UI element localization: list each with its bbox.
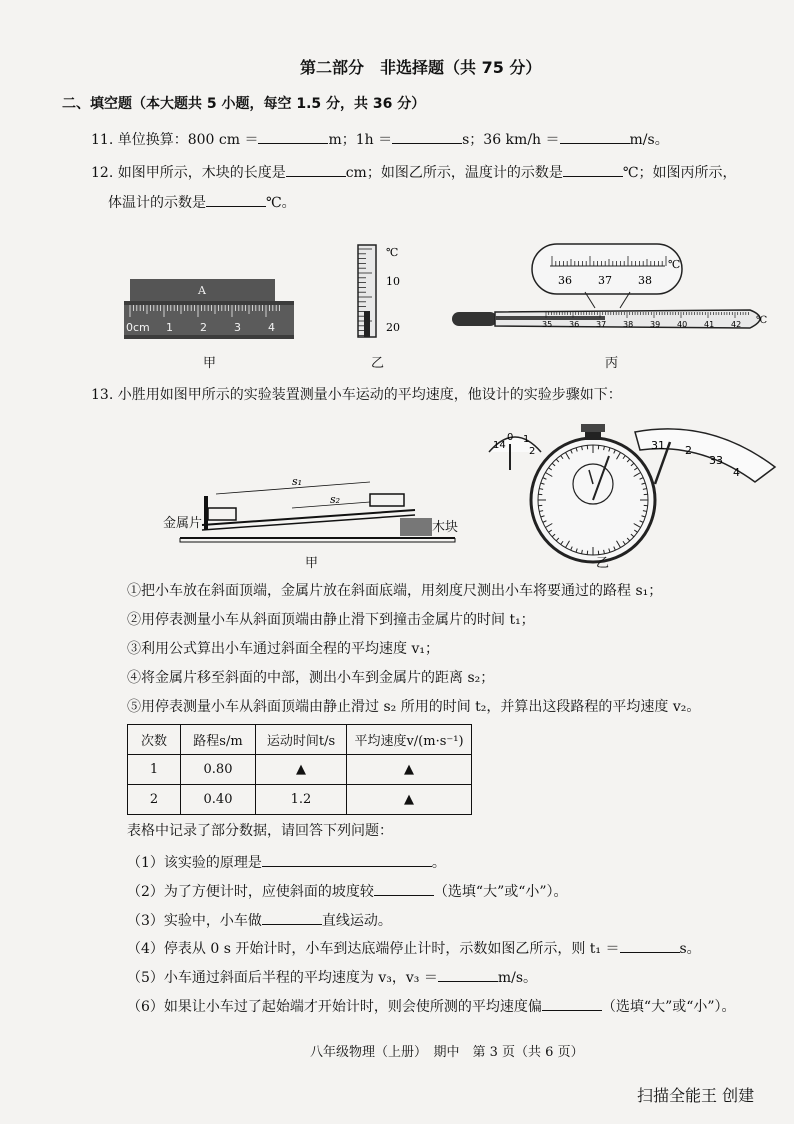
scale-label: 39 (650, 320, 661, 329)
step: ②用停表测量小车从斜面顶端由静止滑下到撞击金属片的时间 t₁； (127, 612, 535, 628)
table-cell[interactable]: ▲ (347, 785, 472, 815)
table-row (128, 755, 472, 785)
data-table (127, 724, 472, 815)
label-metal: 金属片 (163, 516, 203, 531)
caption-jia: 甲 (203, 356, 217, 371)
svg-text:4: 4 (733, 466, 740, 479)
caption-yi: 乙 (371, 356, 385, 371)
answer-blank[interactable] (563, 162, 623, 177)
step: ③利用公式算出小车通过斜面全程的平均速度 v₁； (127, 641, 439, 657)
thermo-unit: ℃ (386, 246, 399, 259)
label-s2: s₂ (330, 493, 341, 506)
page-footer: 八年级物理（上册） 期中 第 3 页（共 6 页） (310, 1045, 584, 1060)
answer-blank[interactable] (286, 162, 346, 177)
table-cell: 2 (128, 785, 181, 815)
question-13: 13. 小胜用如图甲所示的实验装置测量小车运动的平均速度，他设计的实验步骤如下： (91, 387, 622, 403)
scale-unit: ℃ (756, 315, 768, 326)
answer-blank[interactable] (542, 996, 602, 1011)
cart-top (370, 494, 404, 506)
sub-question-4: （4）停表从 0 s 开始计时，小车到达底端停止计时，示数如图乙所示，则 t₁ ＝ s。 (127, 938, 701, 958)
scale-label: 37 (596, 320, 607, 329)
sub-question-1: （1）该实验的原理是 。 (127, 852, 446, 872)
label-s1: s₁ (292, 475, 303, 488)
question-12: 12. 如图甲所示，木块的长度是 cm；如图乙所示，温度计的示数是 ℃；如图丙所示， (91, 162, 737, 182)
step: ⑤用停表测量小车从斜面顶端由静止滑过 s₂ 所用的时间 t₂，并算出这段路程的平均速度 v₂。 (127, 699, 701, 715)
scale-label: 41 (704, 320, 715, 329)
caption-bing: 丙 (605, 356, 619, 371)
table-header-row (128, 725, 472, 755)
body-thermometer-figure (450, 236, 780, 348)
answer-blank[interactable] (262, 910, 322, 925)
sub-question-3: （3）实验中，小车做 直线运动。 (127, 910, 392, 930)
table-cell[interactable]: ▲ (256, 755, 347, 785)
sub-question-2: （2）为了方便计时，应使斜面的坡度较 （选填“大”或“小”）。 (127, 881, 568, 901)
stopwatch-button (581, 424, 605, 432)
ruler-label: 1 (166, 321, 173, 334)
answer-blank[interactable] (262, 852, 432, 867)
svg-text:31: 31 (651, 439, 665, 452)
svg-text:2: 2 (685, 444, 692, 457)
zoom-unit: ℃ (668, 258, 681, 271)
table-header: 次数 (128, 725, 181, 755)
caption-yi-13: 乙 (596, 556, 610, 571)
stopwatch-figure (485, 412, 785, 572)
answer-blank[interactable] (438, 967, 498, 982)
incline-figure (160, 470, 460, 545)
ruler-label: 2 (200, 321, 207, 334)
table-cell: 0.40 (181, 785, 256, 815)
question-12-cont: 体温计的示数是 ℃。 (108, 192, 296, 212)
scale-label: 35 (542, 320, 553, 329)
answer-blank[interactable] (206, 192, 266, 207)
ruler-label: 0cm (126, 321, 150, 334)
table-cell: 0.80 (181, 755, 256, 785)
svg-text:14: 14 (493, 440, 506, 451)
scale-label: 36 (569, 320, 580, 329)
sub-question-5: （5）小车通过斜面后半程的平均速度为 v₃，v₃ ＝ m/s。 (127, 967, 537, 987)
scanner-watermark: 扫描全能王 创建 (637, 1086, 755, 1105)
block-label: A (198, 284, 206, 297)
table-header: 平均速度v/(m·s⁻¹) (347, 725, 472, 755)
zoom-large (635, 429, 775, 482)
thermometer-figure (350, 243, 410, 343)
table-header: 运动时间t/s (256, 725, 347, 755)
zoom-label: 38 (638, 274, 652, 287)
scale-label: 40 (677, 320, 688, 329)
wood-block (400, 518, 432, 536)
thermo-label: 20 (386, 321, 400, 334)
answer-blank[interactable] (560, 129, 630, 144)
svg-text:0: 0 (507, 432, 514, 443)
scale-label: 42 (731, 320, 742, 329)
thermo-bulb (452, 312, 497, 326)
step: ①把小车放在斜面顶端，金属片放在斜面底端，用刻度尺测出小车将要通过的路程 s₁； (127, 583, 663, 599)
table-header: 路程s/m (181, 725, 256, 755)
scale-label: 38 (623, 320, 634, 329)
label-block: 木块 (432, 520, 459, 535)
page-title: 第二部分 非选择题（共 75 分） (300, 58, 542, 77)
answer-blank[interactable] (392, 129, 462, 144)
table-cell[interactable]: ▲ (347, 755, 472, 785)
svg-text:1: 1 (523, 434, 530, 445)
caption-jia-13: 甲 (305, 556, 319, 571)
table-note: 表格中记录了部分数据，请回答下列问题： (127, 823, 393, 839)
answer-blank[interactable] (374, 881, 434, 896)
ruler-figure (120, 275, 300, 345)
sub-question-6: （6）如果让小车过了起始端才开始计时，则会使所测的平均速度偏 （选填“大”或“小”）。 (127, 996, 736, 1016)
answer-blank[interactable] (620, 938, 680, 953)
step: ④将金属片移至斜面的中部，测出小车到金属片的距离 s₂； (127, 670, 495, 686)
svg-text:33: 33 (709, 454, 723, 467)
table-cell: 1.2 (256, 785, 347, 815)
question-11: 11. 单位换算：800 cm ＝ m；1h ＝ s；36 km/h ＝ m/s。 (91, 129, 669, 149)
section-heading: 二、填空题（本大题共 5 小题，每空 1.5 分，共 36 分） (62, 96, 426, 112)
thermo-label: 10 (386, 275, 400, 288)
thermo-liquid (364, 311, 370, 337)
answer-blank[interactable] (258, 129, 328, 144)
zoom-label: 36 (558, 274, 572, 287)
cart-bottom (208, 508, 236, 520)
svg-text:2: 2 (529, 446, 536, 457)
ruler-label: 3 (234, 321, 241, 334)
zoom-label: 37 (598, 274, 612, 287)
table-row (128, 785, 472, 815)
table-cell: 1 (128, 755, 181, 785)
ruler-label: 4 (268, 321, 275, 334)
